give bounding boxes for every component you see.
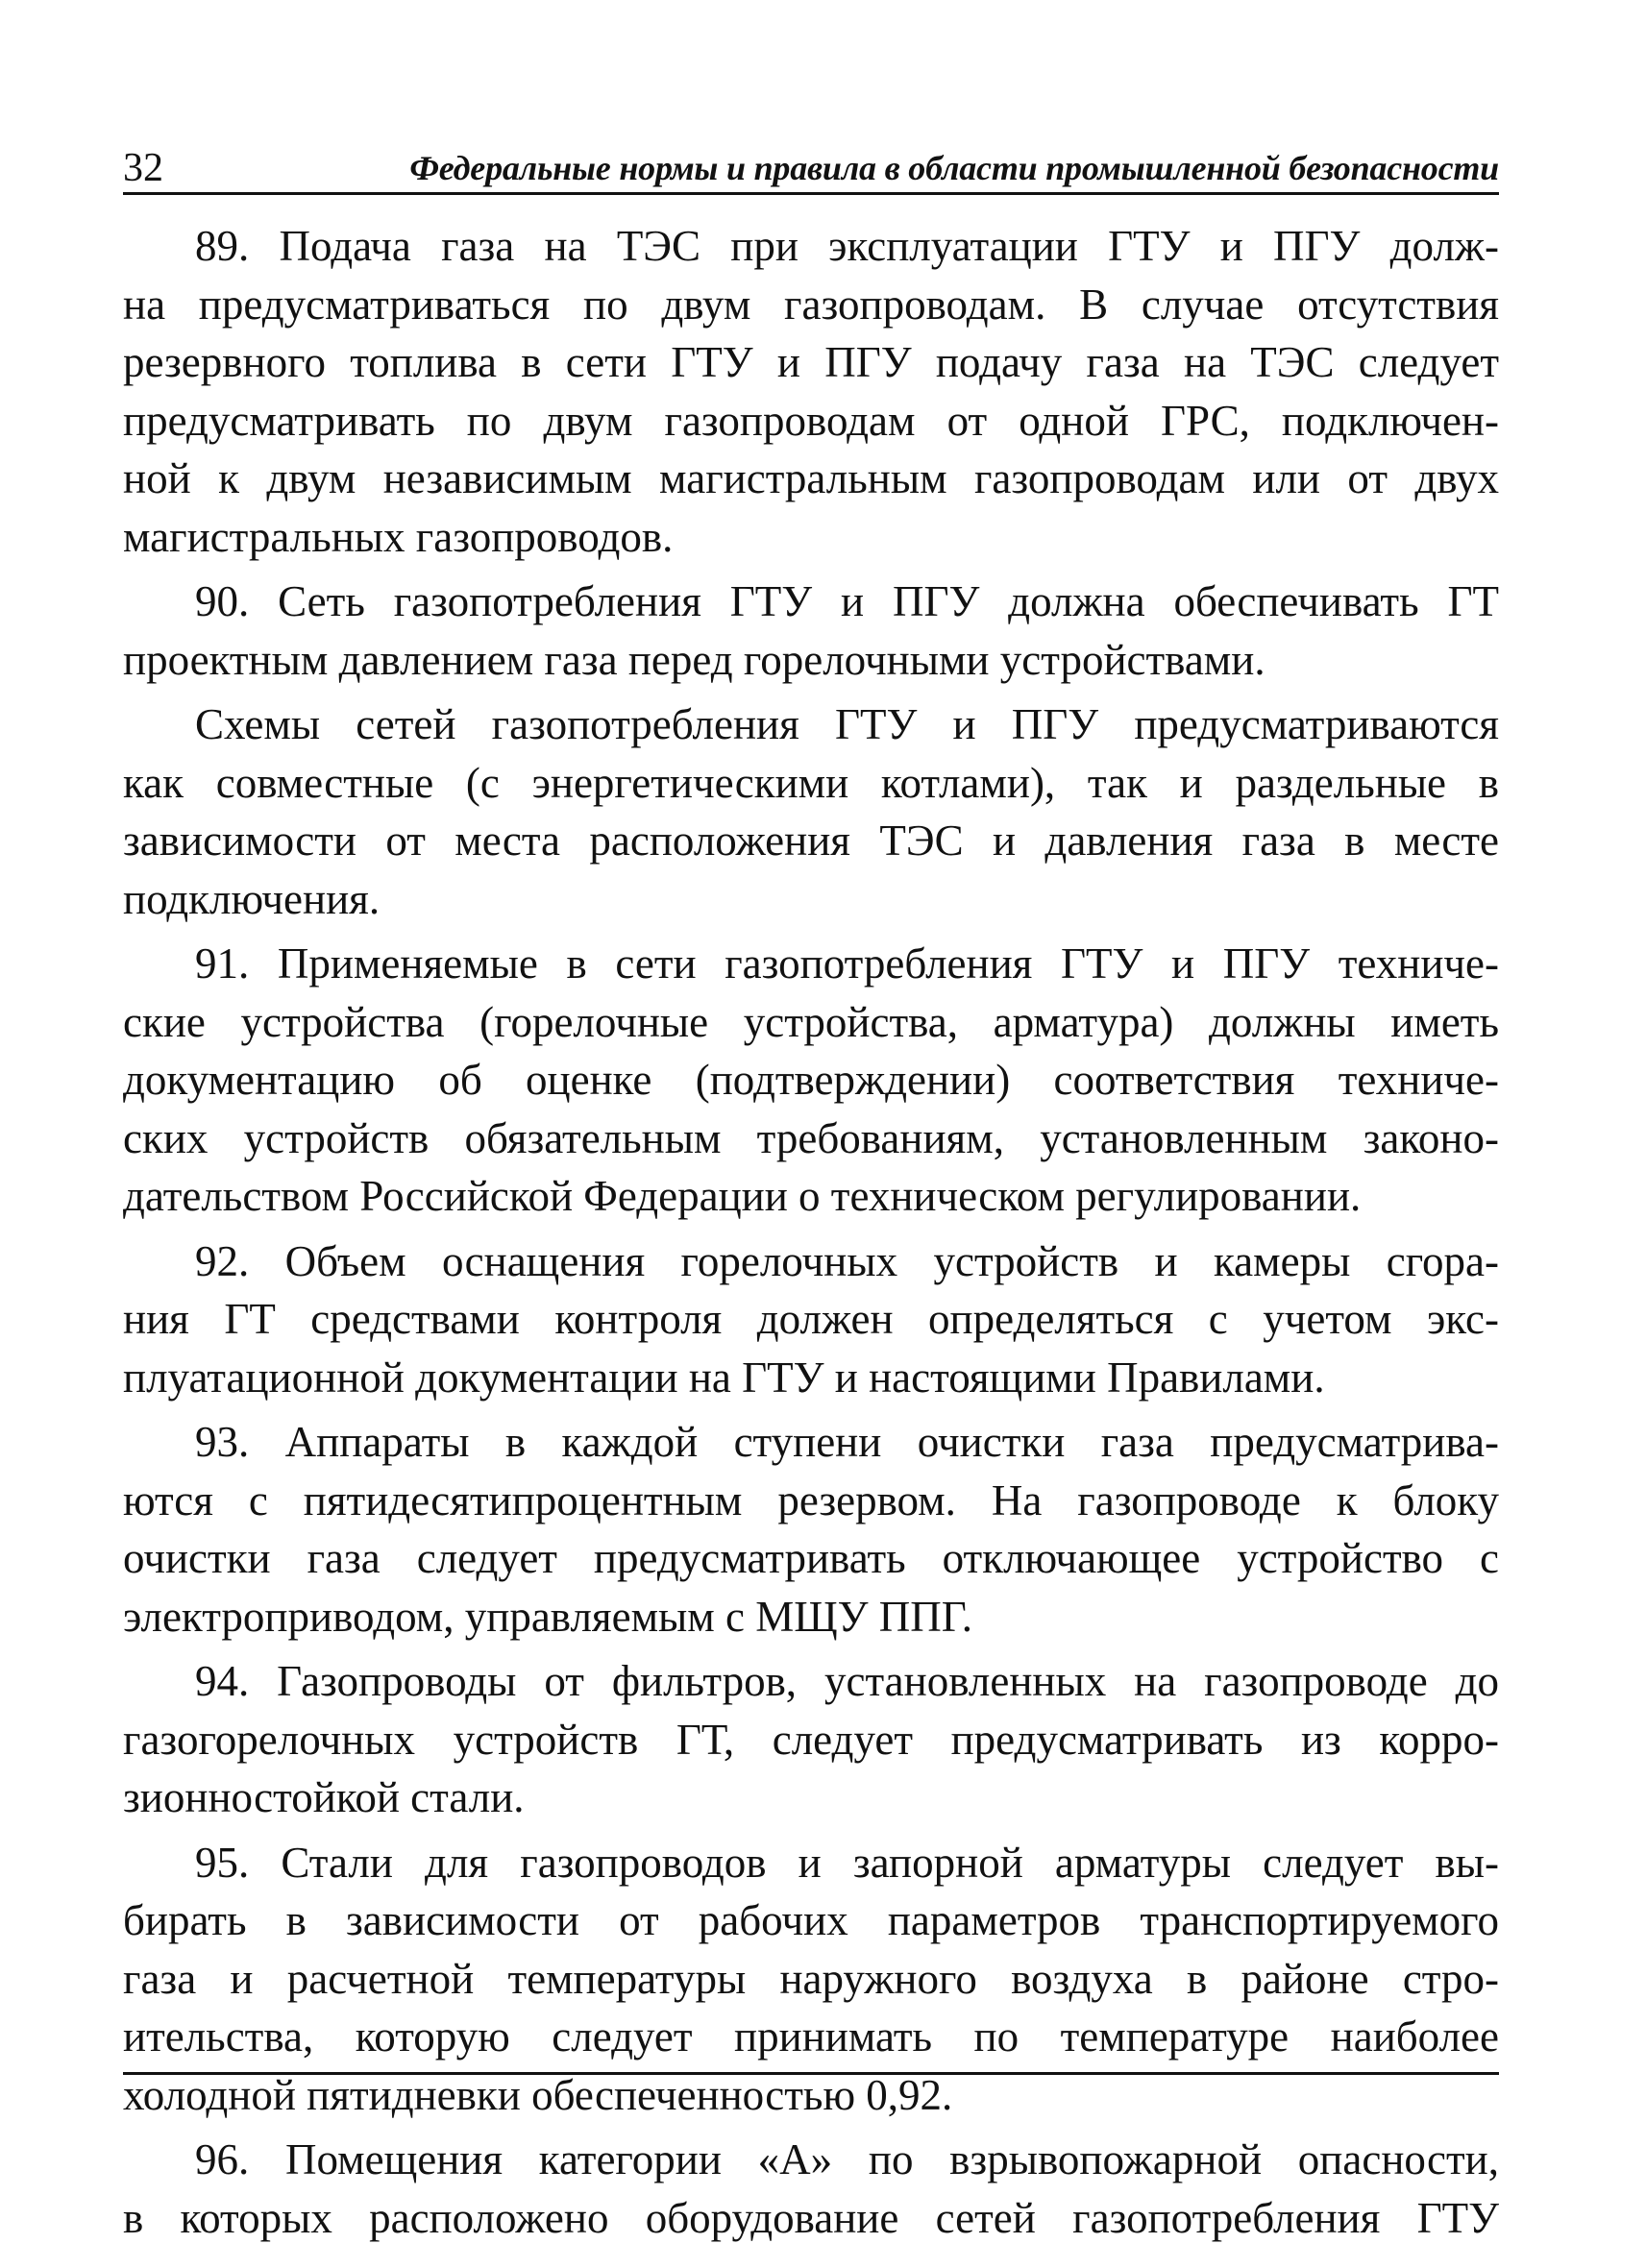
paragraph-91 xyxy=(123,935,1499,1226)
text-line: 91. Применяемые в сети газопотребления ГТУ и ПГУ техниче- xyxy=(195,939,1499,988)
paragraph-90 xyxy=(123,573,1499,689)
text-line: резервного топлива в сети ГТУ и ПГУ подачу газа на ТЭС следует xyxy=(123,338,1499,386)
text-line: бирать в зависимости от рабочих параметров транспортируемого xyxy=(123,1896,1499,1944)
text-line: ния ГТ средствами контроля должен определяться с учетом экс- xyxy=(123,1295,1499,1343)
footer-rule xyxy=(123,2072,1499,2075)
text-line: Схемы сетей газопотребления ГТУ и ПГУ предусматриваются xyxy=(195,700,1499,748)
text-line: 92. Объем оснащения горелочных устройств и камеры сгора- xyxy=(195,1236,1499,1285)
text-line: дательством Российской Федерации о техническом регулировании. xyxy=(123,1172,1362,1220)
text-line: проектным давлением газа перед горелочными устройствами. xyxy=(123,635,1265,684)
text-line: газа и расчетной температуры наружного воздуха в районе стро- xyxy=(123,1954,1499,2003)
text-line: очистки газа следует предусматривать отключающее устройство с xyxy=(123,1534,1499,1582)
text-line: зависимости от места расположения ТЭС и давления газа в месте xyxy=(123,817,1499,865)
paragraph-94 xyxy=(123,1652,1499,1827)
text-line: ских устройств обязательным требованиям, установленным законо- xyxy=(123,1113,1499,1162)
text-line: холодной пятидневки обеспеченностью 0,92. xyxy=(123,2070,953,2119)
text-line: 93. Аппараты в каждой ступени очистки газа предусматрива- xyxy=(195,1418,1499,1466)
text-line: 96. Помещения категории «А» по взрывопожарной опасности, xyxy=(195,2135,1499,2183)
text-line: плуатационной документации на ГТУ и настоящими Правилами. xyxy=(123,1353,1325,1402)
text-line: магистральных газопроводов. xyxy=(123,512,674,561)
text-line: газогорелочных устройств ГТ, следует предусматривать из корро- xyxy=(123,1715,1499,1764)
text-line: ются с пятидесятипроцентным резервом. На газопроводе к блоку xyxy=(123,1475,1499,1524)
paragraph-89 xyxy=(123,217,1499,566)
text-line: подключения. xyxy=(123,874,381,923)
text-line: в которых расположено оборудование сетей газопотребления ГТУ xyxy=(123,2193,1499,2242)
text-line: зионностойкой стали. xyxy=(123,1773,525,1821)
text-line: документацию об оценке (подтверждении) соответствия техниче- xyxy=(123,1056,1499,1104)
text-line: 90. Сеть газопотребления ГТУ и ПГУ должна обеспечивать ГТ xyxy=(195,577,1499,625)
body-text xyxy=(123,217,1499,2254)
text-line: как совместные (с энергетическими котлами), так и раздельные в xyxy=(123,758,1499,807)
text-line: на предусматриваться по двум газопроводам. В случае отсутствия xyxy=(123,280,1499,329)
text-line: 94. Газопроводы от фильтров, установленных на газопроводе до xyxy=(195,1657,1499,1705)
text-line: 95. Стали для газопроводов и запорной арматуры следует вы- xyxy=(195,1838,1499,1887)
text-line: ские устройства (горелочные устройства, арматура) должны иметь xyxy=(123,997,1499,1046)
paragraph-92 xyxy=(123,1232,1499,1407)
text-line: ительства, которую следует принимать по температуре наиболее xyxy=(123,2012,1499,2061)
running-header xyxy=(123,144,1499,195)
text-line: предусматривать по двум газопроводам от одной ГРС, подключен- xyxy=(123,396,1499,445)
paragraph-96 xyxy=(123,2131,1499,2247)
page-number: 32 xyxy=(123,146,163,190)
text-line: ной к двум независимым магистральным газопроводам или от двух xyxy=(123,454,1499,502)
text-line: электроприводом, управляемым с МЩУ ППГ. xyxy=(123,1592,972,1641)
paragraph-95 xyxy=(123,1834,1499,2125)
running-title: Федеральные нормы и правила в области промышленной безопасности xyxy=(409,149,1499,187)
paragraph-93 xyxy=(123,1413,1499,1646)
text-line: 89. Подача газа на ТЭС при эксплуатации ГТУ и ПГУ долж- xyxy=(195,222,1499,270)
paragraph-schemes xyxy=(123,695,1499,928)
